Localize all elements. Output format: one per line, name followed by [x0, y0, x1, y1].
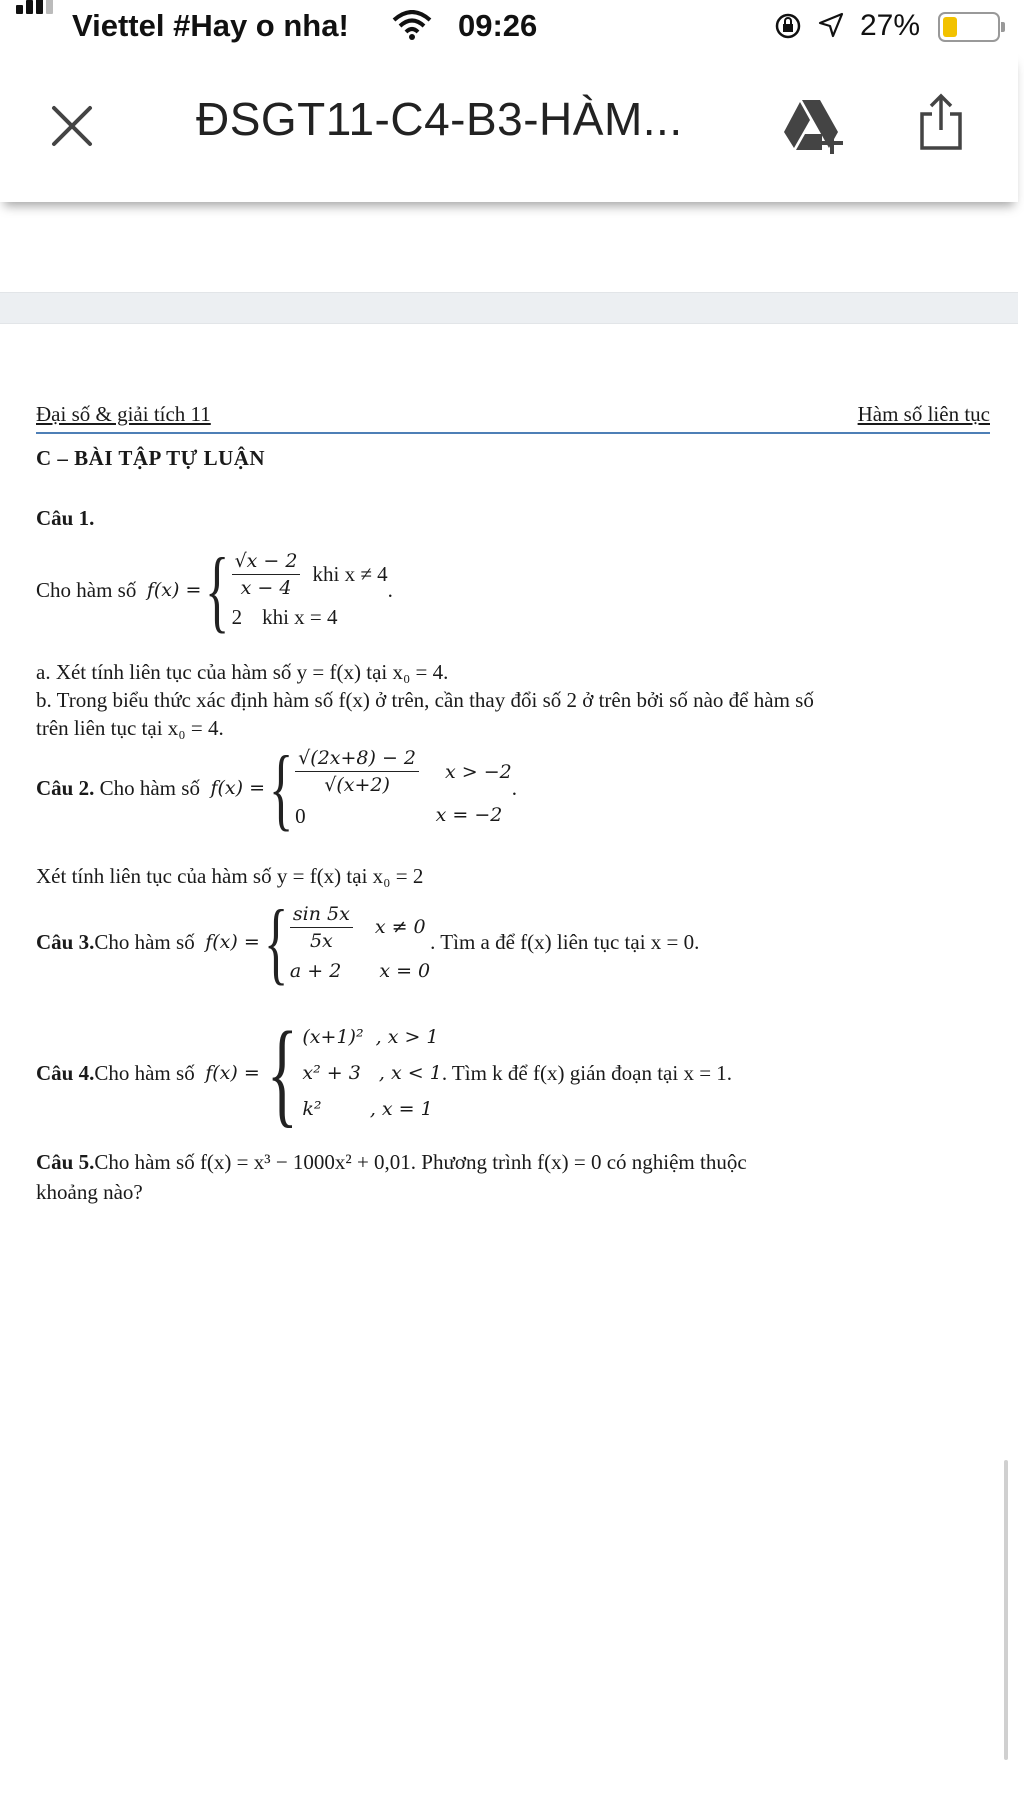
carrier-name: Viettel #Hay o nha! — [72, 8, 349, 43]
q1-part-a: a. Xét tính liên tục của hàm số y = f(x) tại x₀ = 4. — [36, 660, 449, 684]
battery-percentage: 27% — [860, 9, 921, 42]
q1-title: Câu 1. — [36, 506, 95, 530]
q2-label: Câu 2. — [36, 775, 95, 800]
q2-intro: Cho hàm số — [99, 775, 200, 800]
q1-fx: f(x) = — [146, 579, 202, 601]
q2-case1-denominator: √(x+2) — [324, 774, 390, 796]
q1-function: Cho hàm số f(x) = { $\frac{√x - 2}{x - 4}$ khi x ≠ 4 2 khi x = 4 . — [36, 539, 393, 641]
q4-fx: f(x) = — [205, 1062, 260, 1084]
status-bar — [0, 0, 1024, 52]
document-page — [36, 398, 990, 1204]
q4-case1: (x+1)² , x > 1 — [302, 1026, 439, 1048]
q4-case3: k² , x = 1 — [302, 1098, 433, 1120]
section-title: C – BÀI TẬP TỰ LUẬN — [36, 446, 266, 470]
q5-line1 — [36, 1150, 747, 1175]
q1-case1-numerator: √x − 2 — [232, 550, 301, 575]
q4-tail: . Tìm k để f(x) gián đoạn tại x = 1. — [441, 1060, 733, 1085]
q2-case1-numerator: √(2x+8) − 2 — [295, 747, 419, 772]
q3-intro: Cho hàm số — [94, 929, 195, 954]
q3-case2-value: a + 2 — [289, 959, 342, 982]
page-header — [36, 398, 990, 434]
page-separator — [0, 292, 1018, 324]
q3-case1-numerator: sin 5x — [290, 903, 353, 928]
q3-case1-condition: x ≠ 0 — [374, 916, 426, 938]
q2-case2-value: 0 — [295, 804, 306, 828]
q4-intro: Cho hàm số — [94, 1060, 195, 1085]
clock: 09:26 — [458, 8, 538, 43]
q2-followup: Xét tính liên tục của hàm số y = f(x) tại x₀ = 2 — [36, 864, 424, 888]
q2-function: Câu 2. Cho hàm số f(x) = { $\frac{√(2x+8) - 2}{√(x+2)}$ x > −2 0 x = −2 . — [36, 737, 517, 839]
q3-case1-denominator: 5x — [309, 929, 333, 952]
scrollbar[interactable] — [1004, 1460, 1008, 1760]
q3-fx: f(x) = — [205, 931, 260, 953]
q1-intro: Cho hàm số — [36, 577, 137, 602]
close-icon[interactable] — [50, 104, 94, 148]
q1-part-b-1: b. Trong biểu thức xác định hàm số f(x) ở trên, cần thay đổi số 2 ở trên bởi số nào để hàm số — [36, 688, 814, 712]
header-subject: Đại số & giải tích 11 — [36, 402, 211, 426]
q1-case2-value: 2 — [231, 605, 243, 629]
q5-label: Câu 5. — [36, 1150, 95, 1174]
location-icon — [818, 12, 844, 38]
q2-case1-condition: x > −2 — [445, 760, 512, 783]
wifi-icon — [392, 10, 432, 40]
q3-function: Câu 3. Cho hàm số f(x) = { $\frac{\sin 5x}{5x}$ x ≠ 0 a + 2 x = 0 . Tìm a để f(x) liên tục tại x = 0. — [36, 891, 700, 993]
q3-label: Câu 3. — [36, 929, 95, 954]
add-to-drive-icon[interactable] — [782, 98, 846, 154]
q1-part-b-2: trên liên tục tại x₀ = 4. — [36, 716, 224, 740]
q4-label: Câu 4. — [36, 1060, 95, 1085]
q5-line2: khoảng nào? — [36, 1180, 143, 1204]
q4-case2: x² + 3 , x < 1 — [302, 1062, 442, 1084]
q1-case2-condition: khi x = 4 — [262, 605, 338, 629]
q4-function: Câu 4. Cho hàm số f(x) = { (x+1)² , x > 1 x² + 3 , x < 1 k² , x = 1 . Tìm k để f(x) gián đoạn tại x = 1. — [36, 1007, 733, 1138]
q5-text: Cho hàm số f(x) = x³ − 1000x² + 0,01. Phương trình f(x) = 0 có nghiệm thuộc — [94, 1150, 747, 1174]
battery-icon — [938, 12, 1000, 42]
q3-tail: . Tìm a để f(x) liên tục tại x = 0. — [430, 929, 700, 954]
viewer-toolbar — [0, 52, 1018, 202]
q1-case1-condition: khi x ≠ 4 — [312, 562, 388, 586]
q1-case1-denominator: x − 4 — [240, 577, 292, 599]
q2-case2-condition: x = −2 — [435, 804, 503, 826]
header-topic: Hàm số liên tục — [857, 402, 990, 426]
orientation-lock-icon — [774, 12, 802, 40]
q3-case2-condition: x = 0 — [379, 959, 431, 982]
q2-fx: f(x) = — [210, 777, 265, 799]
document-title: ĐSGT11-C4-B3-HÀM... — [196, 93, 683, 145]
share-icon[interactable] — [918, 92, 964, 152]
